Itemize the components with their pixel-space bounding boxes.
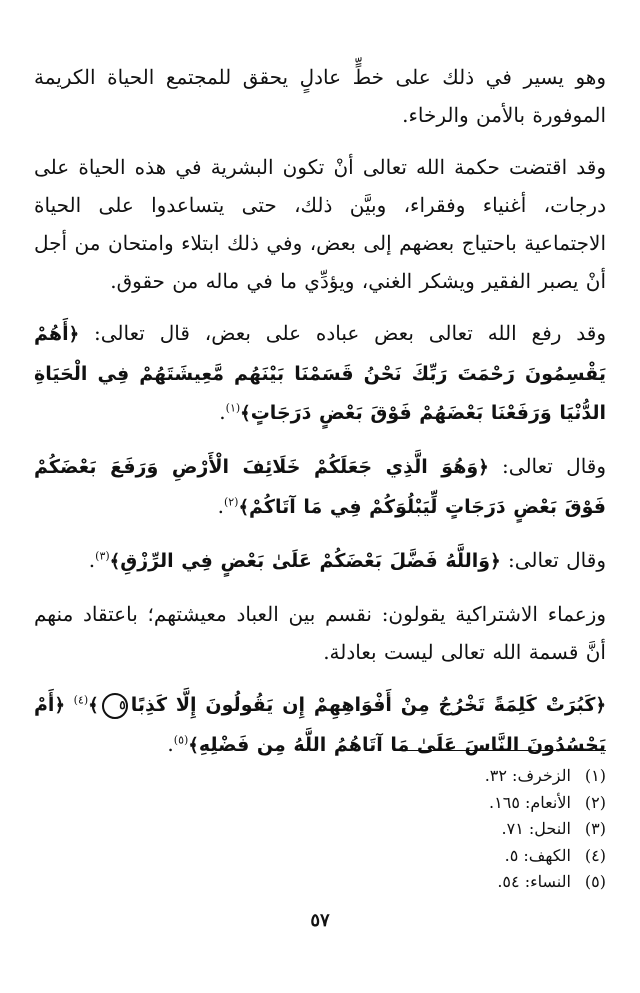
footnote-ref-4: (٤)	[73, 693, 89, 707]
paragraph-6	[34, 595, 606, 671]
ornate-bracket-close-icon: ﴾	[188, 735, 199, 756]
footnote-text: الزخرف: ٣٢.	[484, 766, 571, 785]
ornate-bracket-open-icon: ﴿	[490, 551, 501, 572]
footnote-item	[306, 869, 606, 896]
footnote-divider	[396, 750, 606, 751]
ornate-bracket-close-icon: ﴾	[238, 497, 250, 518]
footnote-number: (٣)	[584, 819, 606, 838]
footnote-item	[306, 763, 606, 790]
footnote-number: (٥)	[584, 872, 606, 891]
ornate-bracket-open-icon: ﴿	[478, 457, 489, 478]
quran-verse-5: أَمْ يَحْسُدُونَ النَّاسَ عَلَىٰ مَا آتَاهُمُ اللَّهُ مِن فَضْلِهِ	[34, 694, 606, 756]
footnote-item	[306, 816, 606, 843]
quran-verse-4: كَبُرَتْ كَلِمَةً تَخْرُجُ مِنْ أَفْوَاهِهِمْ إِن يَقُولُونَ إِلَّا كَذِبًا	[130, 694, 596, 716]
paragraph-4: وقال تعالى: ﴿وَهُوَ الَّذِي جَعَلَكُمْ خَلَائِفَ الْأَرْضِ وَرَفَعَ بَعْضَكُمْ فَوْقَ بَعْضٍ دَرَجَاتٍ لِّيَبْلُوَكُمْ فِي مَا آتَاكُمْ﴾$^{(٢)}$.	[34, 454, 607, 518]
paragraph-5: وقال تعالى: ﴿وَاللَّهُ فَضَّلَ بَعْضَكُمْ عَلَىٰ بَعْضٍ فِي الرِّزْقِ﴾$^{(٣)}$.	[88, 548, 606, 572]
paragraph-text: وهو يسير في ذلك على خطٍّ عادلٍ يحقق للمجتمع الحياة الكريمة الموفورة بالأمن والرخاء.	[34, 65, 606, 127]
paragraph-text: وقال تعالى:	[502, 454, 607, 478]
footnote-item	[306, 843, 606, 870]
paragraph-3: وقد رفع الله تعالى بعض عباده على بعض، قال تعالى: ﴿أَهُمْ يَقْسِمُونَ رَحْمَتَ رَبِّكَ نَحْنُ قَسَمْنَا بَيْنَهُم مَّعِيشَتَهُمْ فِي الْحَيَاةِ الدُّنْيَا وَرَفَعْنَا بَعْضَهُمْ فَوْقَ بَعْضٍ دَرَجَاتٍ﴾$^{(١)}$.	[34, 321, 607, 424]
ornate-bracket-open-icon: ﴿	[54, 695, 65, 716]
page-number: ٥٧	[310, 910, 330, 931]
ornate-bracket-close-icon: ﴾	[88, 695, 99, 716]
footnote-text: النحل: ٧١.	[501, 819, 571, 838]
paragraph-text: وزعماء الاشتراكية يقولون: نقسم بين العباد معيشتهم؛ باعتقاد منهم أنَّ قسمة الله تعالى ليست بعادلة.	[34, 602, 606, 664]
quran-verse-3: وَاللَّهُ فَضَّلَ بَعْضَكُمْ عَلَىٰ بَعْضٍ فِي الرِّزْقِ	[120, 550, 491, 572]
ornate-bracket-close-icon: ﴾	[109, 551, 121, 572]
ornate-bracket-open-icon: ﴿	[595, 695, 606, 716]
footnote-text: الأنعام: ١٦٥.	[489, 792, 571, 812]
footnotes-list	[306, 763, 606, 896]
footnote-text: النساء: ٥٤.	[497, 872, 571, 891]
book-page	[34, 58, 606, 978]
footnote-ref-1: (١)	[225, 401, 241, 415]
quran-verse-2: وَهُوَ الَّذِي جَعَلَكُمْ خَلَائِفَ الْأَرْضِ وَرَفَعَ بَعْضَكُمْ فَوْقَ بَعْضٍ دَرَجَاتٍ لِّيَبْلُوَكُمْ فِي مَا آتَاكُمْ	[34, 456, 606, 518]
footnote-ref-5: (٥)	[173, 733, 189, 747]
footnote-number: (٤)	[584, 845, 606, 865]
paragraph-7: ﴿كَبُرَتْ كَلِمَةً تَخْرُجُ مِنْ أَفْوَاهِهِمْ إِن يَقُولُونَ إِلَّا كَذِبًا٥﴾$^{(٤)}$ ﴿أَمْ يَحْسُدُونَ النَّاسَ عَلَىٰ مَا آتَاهُمُ اللَّهُ مِن فَضْلِهِ﴾$^{(٥)}$.	[34, 693, 606, 756]
ornate-bracket-close-icon: ﴾	[240, 403, 251, 424]
footnote-item	[306, 790, 606, 817]
paragraph-2	[34, 148, 606, 300]
footnote-text: الكهف: ٥.	[504, 845, 571, 865]
footnote-ref-2: (٢)	[223, 495, 239, 509]
ornate-bracket-open-icon: ﴿	[68, 324, 80, 345]
ayah-number-icon: ٥	[102, 693, 128, 719]
footnote-ref-3: (٣)	[95, 549, 110, 563]
paragraph-text: وقد رفع الله تعالى بعض عباده على بعض، قال تعالى:	[94, 321, 607, 345]
paragraph-text: وقال تعالى:	[507, 548, 606, 572]
footnote-number: (٢)	[584, 792, 606, 812]
footnote-number: (١)	[584, 766, 606, 785]
paragraph-text: وقد اقتضت حكمة الله تعالى أنْ تكون البشرية في هذه الحياة على درجات، أغنياء وفقراء، وبيَّن ذلك، حتى يتساعدوا على الحياة الاجتماعية باحتياج بعضهم إلى بعض، وفي ذلك ابتلاء وامتحان من أجل أنْ يصبر الفقير ويشكر الغني، ويؤدِّي ما في ماله من حقوق.	[34, 155, 607, 293]
quran-verse-1: أَهُمْ يَقْسِمُونَ رَحْمَتَ رَبِّكَ نَحْنُ قَسَمْنَا بَيْنَهُم مَّعِيشَتَهُمْ فِي الْحَيَاةِ الدُّنْيَا وَرَفَعْنَا بَعْضَهُمْ فَوْقَ بَعْضٍ دَرَجَاتٍ	[34, 323, 606, 424]
paragraph-1	[34, 58, 606, 134]
